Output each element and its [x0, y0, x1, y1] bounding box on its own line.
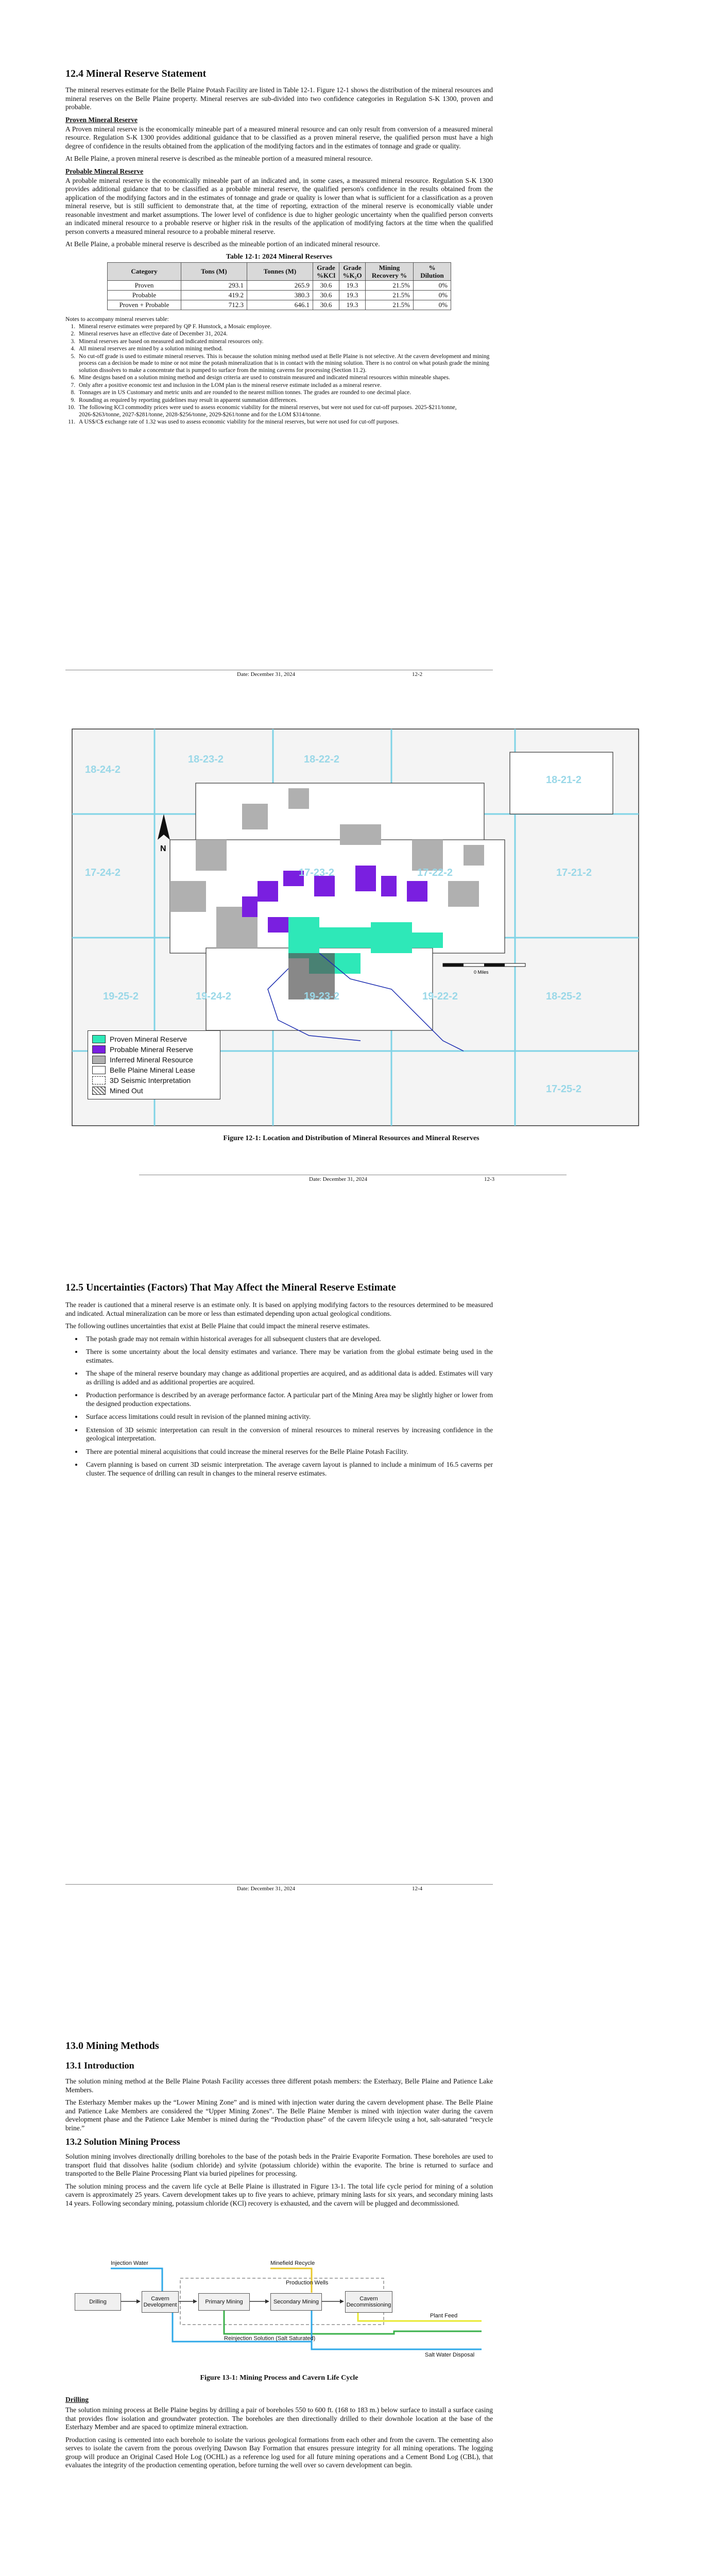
- legend-swatch: [92, 1045, 106, 1054]
- page-12-2-content: [65, 68, 493, 427]
- township-label: 17-22-2: [417, 867, 453, 878]
- township-label: 18-23-2: [188, 754, 224, 765]
- legend-item: [92, 1055, 216, 1065]
- process-paragraph-2: The solution mining process and the cavern life cycle at Belle Plaine is illustrated in Figure 13-1. The total life cycle period for mining of a solution cavern is approximately 25 years. Cavern development takes up to five years to achieve, primary mining lasts for six years, and secondary mining lasts 14 years. Following secondary mining, potassium chloride (KCl) recovery is exhausted, and the cavern will be plugged and decommissioned.: [65, 2182, 493, 2207]
- table-cell: 19.3: [339, 300, 366, 310]
- section-heading-12-5: 12.5 Uncertainties (Factors) That May Affect the Mineral Reserve Estimate: [65, 1282, 396, 1293]
- mining-process-diagram: [70, 2259, 487, 2367]
- list-item: • Extension of 3D seismic interpretation can result in the conversion of mineral resources to mineral reserves by increasing confidence in the geological interpretation.: [83, 1426, 493, 1443]
- process-box-drilling: Drilling: [75, 2293, 121, 2311]
- list-item: • The shape of the mineral reserve boundary may change as additional properties are acquired, and as additional data is added. Estimates will vary as drilling is added and as additional properties are acquired.: [83, 1369, 493, 1386]
- township-label: 18-24-2: [85, 764, 121, 775]
- table-header: % Dilution: [414, 262, 451, 280]
- north-label: N: [160, 844, 166, 853]
- drilling-paragraph-2: Production casing is cemented into each borehole to isolate the various geological formations from each other and from the cavern. The cementing also serves to isolate the cavern from the porous overlying Dawson Bay Formation that ensures pressure integrity for all mining operations. The logging group will produce an Original Cased Hole Log (OCHL) as a reference log used for all future mining operations and a Cement Bond Log (CBL), that evaluates the integrity of the production cementing operation, before turning the well over so cavern development can begin.: [65, 2435, 493, 2469]
- label-salt-water-disposal: Salt Water Disposal: [425, 2352, 475, 2358]
- legend-item: [92, 1065, 216, 1075]
- township-label: 17-21-2: [556, 867, 592, 878]
- table-header: Mining Recovery %: [366, 262, 414, 280]
- note-item: 9. Rounding as required by reporting guidelines may result in apparent summation differences.: [77, 397, 493, 404]
- list-item: • Cavern planning is based on current 3D seismic interpretation. The average cavern layout is planned to include a minimum of 16.5 caverns per cluster. The sequence of drilling can result in changes to the mineral reserve estimates.: [83, 1461, 493, 1478]
- page-13-1-content: [65, 2040, 493, 2212]
- table-cell: 0%: [414, 290, 451, 300]
- drilling-paragraph-1: The solution mining process at Belle Plaine begins by drilling a pair of boreholes 550 to 600 ft. (168 to 183 m.) below surface to install a surface casing that provides flow isolation and groundwater protection. The boreholes are then directionally drilled to their downhole location at the base of the Esterhazy Member and are spaced to optimize mineral extraction.: [65, 2406, 493, 2431]
- table-cell: 0%: [414, 300, 451, 310]
- label-injection-water: Injection Water: [111, 2260, 148, 2266]
- township-label: 18-25-2: [546, 991, 581, 1002]
- township-label: 18-22-2: [304, 754, 339, 765]
- process-paragraph-1: Solution mining involves directionally drilling boreholes to the base of the potash beds in the Prairie Evaporite Formation. These boreholes are used to transport fluid that dissolves halite (sodium chloride) and sylvite (potassium chloride) within the evaporite. The brine is returned to surface and transported to the Belle Plaine Processing Plant via buried pipelines for processing.: [65, 2153, 493, 2177]
- mineral-reserves-table: [107, 262, 451, 310]
- proven-paragraph-2: At Belle Plaine, a proven mineral reserve is described as the mineable portion of a measured mineral resource.: [65, 155, 373, 162]
- legend-item: [92, 1034, 216, 1044]
- table-cell: 30.6: [313, 280, 339, 290]
- note-item: 2. Mineral reserves have an effective date of December 31, 2024.: [77, 331, 493, 338]
- township-label: 17-23-2: [299, 867, 334, 878]
- legend-swatch: [92, 1066, 106, 1074]
- table-cell: 380.3: [247, 290, 313, 300]
- figure-13-1-caption: Figure 13-1: Mining Process and Cavern Life Cycle: [200, 2374, 358, 2382]
- section-heading-13-1: 13.1 Introduction: [65, 2060, 134, 2071]
- section-heading-12-4: 12.4 Mineral Reserve Statement: [65, 68, 207, 79]
- table-cell: 21.5%: [366, 300, 414, 310]
- label-minefield-recycle: Minefield Recycle: [270, 2260, 315, 2266]
- table-cell: 30.6: [313, 290, 339, 300]
- notes-list: [65, 324, 493, 426]
- page-13-1: [0, 2040, 703, 2576]
- footer-page-number: 12-4: [412, 1886, 423, 1892]
- table-row: [108, 280, 451, 290]
- intro-paragraph: The mineral reserves estimate for the Belle Plaine Potash Facility are listed in Table 12-1. Figure 12-1 shows the distribution of the mineral resources and mineral reserves on the Belle Plaine property. Mineral reserves are sub-divided into two confidence categories in Regulation S-K 1300, proven and probable.: [65, 86, 493, 111]
- table-header: Grade %KCl: [313, 262, 339, 280]
- page-12-3: [0, 711, 703, 1195]
- table-cell: 712.3: [181, 300, 247, 310]
- table-header: Category: [108, 262, 181, 280]
- list-item: • Production performance is described by an average performance factor. A particular part of the Mining Area may be slightly higher or lower from the designed production expectations.: [83, 1391, 493, 1408]
- intro-paragraph-2: The Esterhazy Member makes up the “Lower Mining Zone” and is mined with injection water during the cavern development phase. The Belle Plaine and Patience Lake Members are considered the “Upper Mining Zones”. The Belle Plaine Member is mined with injection water during the cavern development phase and the Patience Lake Member is mined during the “Production phase” of the cavern lifecycle using a hot, salt-saturated “recycle brine.”: [65, 2098, 493, 2132]
- table-row: [108, 300, 451, 310]
- table-cell: Proven: [108, 280, 181, 290]
- table-cell: 21.5%: [366, 280, 414, 290]
- table-cell: 30.6: [313, 300, 339, 310]
- legend-swatch: [92, 1087, 106, 1095]
- scale-label: 0 Miles: [474, 970, 489, 975]
- table-header: Grade %K₂O: [339, 262, 366, 280]
- process-box-decommissioning: Cavern Decommissioning: [345, 2291, 392, 2313]
- table-cell: 646.1: [247, 300, 313, 310]
- notes-intro: Notes to accompany mineral reserves table:: [65, 316, 169, 323]
- process-box-cavern-development: Cavern Development: [142, 2291, 179, 2313]
- table-cell: 21.5%: [366, 290, 414, 300]
- probable-paragraph-1: A probable mineral reserve is the economically mineable part of an indicated and, in some cases, a measured mineral resource. Regulation S-K 1300 provides additional guidance that to be classified as a probable mineral reserve, the qualified person's confidence in the results obtained from the application of the modifying factors and in the estimates of tonnage and grade or quality is lower than what is sufficient for a classification as a proven mineral reserve, but is still sufficient to demonstrate that, at the time of reporting, extraction of the mineral reserve is economically viable under reasonable investment and market assumptions. The lower level of confidence is due to higher geologic uncertainty when the qualified person converts an indicated mineral resource to a probable reserve or higher risk in the results of the application of modifying factors at the time when the qualified person converts a measured mineral resource to a probable mineral reserve.: [65, 176, 493, 235]
- page-12-4-content: [65, 1282, 493, 1482]
- township-label: 19-22-2: [422, 991, 458, 1002]
- legend-swatch: [92, 1035, 106, 1043]
- note-item: 3. Mineral reserves are based on measured and indicated mineral resources only.: [77, 338, 493, 346]
- process-box-primary-mining: Primary Mining: [198, 2293, 250, 2311]
- legend-label: Inferred Mineral Resource: [110, 1056, 193, 1064]
- note-item: 5. No cut-off grade is used to estimate mineral reserves. This is because the solution mining method used at Belle Plaine is not selective. At the cavern development and mining process can a decision be made to mine or not mine the potash mineralization that is in contact with the mining solution. There is no control on what potash grade the mining solution dissolves to make a concentrate that is pumped to surface from the mining caverns for processing (Section 11.2).: [77, 353, 493, 375]
- legend-swatch: [92, 1056, 106, 1064]
- footer-rule: [65, 1884, 493, 1885]
- table-header: Tons (M): [181, 262, 247, 280]
- probable-paragraph-2: At Belle Plaine, a probable mineral reserve is described as the mineable portion of an indicated mineral resource.: [65, 240, 380, 248]
- list-item: • There is some uncertainty about the local density estimates and variance. There may be variation from the global estimate being used in the estimates.: [83, 1348, 493, 1365]
- legend-label: Probable Mineral Reserve: [110, 1045, 193, 1054]
- table-header: Tonnes (M): [247, 262, 313, 280]
- township-label: 18-21-2: [546, 774, 581, 786]
- legend-item: [92, 1075, 216, 1086]
- legend-swatch: [92, 1076, 106, 1084]
- table-cell: 419.2: [181, 290, 247, 300]
- note-item: 4. All mineral reserves are mined by a solution mining method.: [77, 346, 493, 353]
- township-label: 17-24-2: [85, 867, 121, 878]
- table-cell: Probable: [108, 290, 181, 300]
- page-12-4: [0, 1273, 703, 1942]
- label-reinjection: Reinjection Solution (Salt Saturated): [224, 2335, 316, 2342]
- table-cell: 0%: [414, 280, 451, 290]
- probable-heading: Probable Mineral Reserve: [65, 167, 144, 175]
- drilling-heading: Drilling: [65, 2396, 89, 2403]
- list-item: • Surface access limitations could result in revision of the planned mining activity.: [83, 1413, 493, 1421]
- note-item: 10. The following KCl commodity prices were used to assess economic viability for the mineral reserves, but were not used for cut-off purposes. 2025-$211/tonne, 2026-$263/tonne, 2027-$281/tonne, 2028-$256/tonne, 2029-$261/tonne and for the LOM $314/tonne.: [77, 404, 493, 418]
- uncertainty-list: [65, 1335, 493, 1478]
- note-item: 11. A US$/C$ exchange rate of 1.32 was used to assess economic viability for the mineral reserves, but were not used for cut-off purposes.: [77, 419, 493, 426]
- proven-heading: Proven Mineral Reserve: [65, 115, 138, 124]
- legend-label: Belle Plaine Mineral Lease: [110, 1066, 195, 1074]
- intro-paragraph-1: The solution mining method at the Belle Plaine Potash Facility accesses three different potash members: the Esterhazy, Belle Plaine and Patience Lake Members.: [65, 2077, 493, 2094]
- label-plant-feed: Plant Feed: [430, 2313, 458, 2319]
- label-production-wells: Production Wells: [286, 2280, 329, 2286]
- section-heading-13-2: 13.2 Solution Mining Process: [65, 2137, 180, 2147]
- footer-page-number: 12-3: [484, 1176, 495, 1182]
- list-item: • There are potential mineral acquisitions that could increase the mineral reserves for the Belle Plaine Potash Facility.: [83, 1448, 493, 1456]
- footer-date: Date: December 31, 2024: [309, 1176, 368, 1182]
- footer-page-number: 12-2: [412, 671, 423, 677]
- drilling-section: [65, 2396, 493, 2474]
- process-box-secondary-mining: Secondary Mining: [270, 2293, 322, 2311]
- table-cell: 19.3: [339, 280, 366, 290]
- proven-paragraph-1: A Proven mineral reserve is the economically mineable part of a measured mineral resource and can only result from conversion of a measured mineral resource. Regulation S-K 1300 provides additional guidance that to be classified as a proven mineral reserve, the qualified person must have a high degree of confidence in the results obtained from the application of the modifying factors and in the estimates of tonnage and grade or quality.: [65, 125, 493, 150]
- township-label: 17-25-2: [546, 1083, 581, 1095]
- table-cell: 265.9: [247, 280, 313, 290]
- legend-label: Proven Mineral Reserve: [110, 1035, 187, 1043]
- township-label: 19-24-2: [196, 991, 231, 1002]
- note-item: 7. Only after a positive economic test and inclusion in the LOM plan is the mineral reserve estimate included as a mineral reserve.: [77, 382, 493, 389]
- table-row: [108, 290, 451, 300]
- township-label: 19-23-2: [304, 991, 339, 1002]
- table-title: Table 12-1: 2024 Mineral Reserves: [226, 252, 333, 261]
- legend-item: [92, 1044, 216, 1055]
- table-cell: 293.1: [181, 280, 247, 290]
- legend-label: 3D Seismic Interpretation: [110, 1076, 191, 1084]
- note-item: 6. Mine designs based on a solution mining method and design criteria are used to constrain measured and indicated mineral resources within mineable shapes.: [77, 375, 493, 382]
- map-legend: [88, 1030, 220, 1099]
- footer-date: Date: December 31, 2024: [237, 671, 296, 677]
- list-item: • The potash grade may not remain within historical averages for all subsequent clusters that are developed.: [83, 1335, 493, 1344]
- note-item: 1. Mineral reserve estimates were prepared by QP F. Hunstock, a Mosaic employee.: [77, 324, 493, 331]
- figure-12-1-caption: Figure 12-1: Location and Distribution of Mineral Resources and Mineral Reserves: [223, 1134, 479, 1142]
- section-heading-13-0: 13.0 Mining Methods: [65, 2040, 159, 2052]
- uncertainty-intro: The reader is cautioned that a mineral reserve is an estimate only. It is based on applying modifying factors to the resources determined to be measured and indicated. Actual mineralization can be more or less than estimated depending upon actual geological conditions.: [65, 1301, 493, 1317]
- uncertainty-list-intro: The following outlines uncertainties that exist at Belle Plaine that could impact the mineral reserve estimates.: [65, 1322, 370, 1330]
- legend-item: [92, 1086, 216, 1096]
- township-label: 19-25-2: [103, 991, 139, 1002]
- page-12-2: [0, 0, 703, 680]
- legend-label: Mined Out: [110, 1087, 143, 1095]
- table-cell: Proven + Probable: [108, 300, 181, 310]
- note-item: 8. Tonnages are in US Customary and metric units and are rounded to the nearest million tonnes. The grades are rounded to one decimal place.: [77, 389, 493, 397]
- table-cell: 19.3: [339, 290, 366, 300]
- footer-date: Date: December 31, 2024: [237, 1886, 296, 1892]
